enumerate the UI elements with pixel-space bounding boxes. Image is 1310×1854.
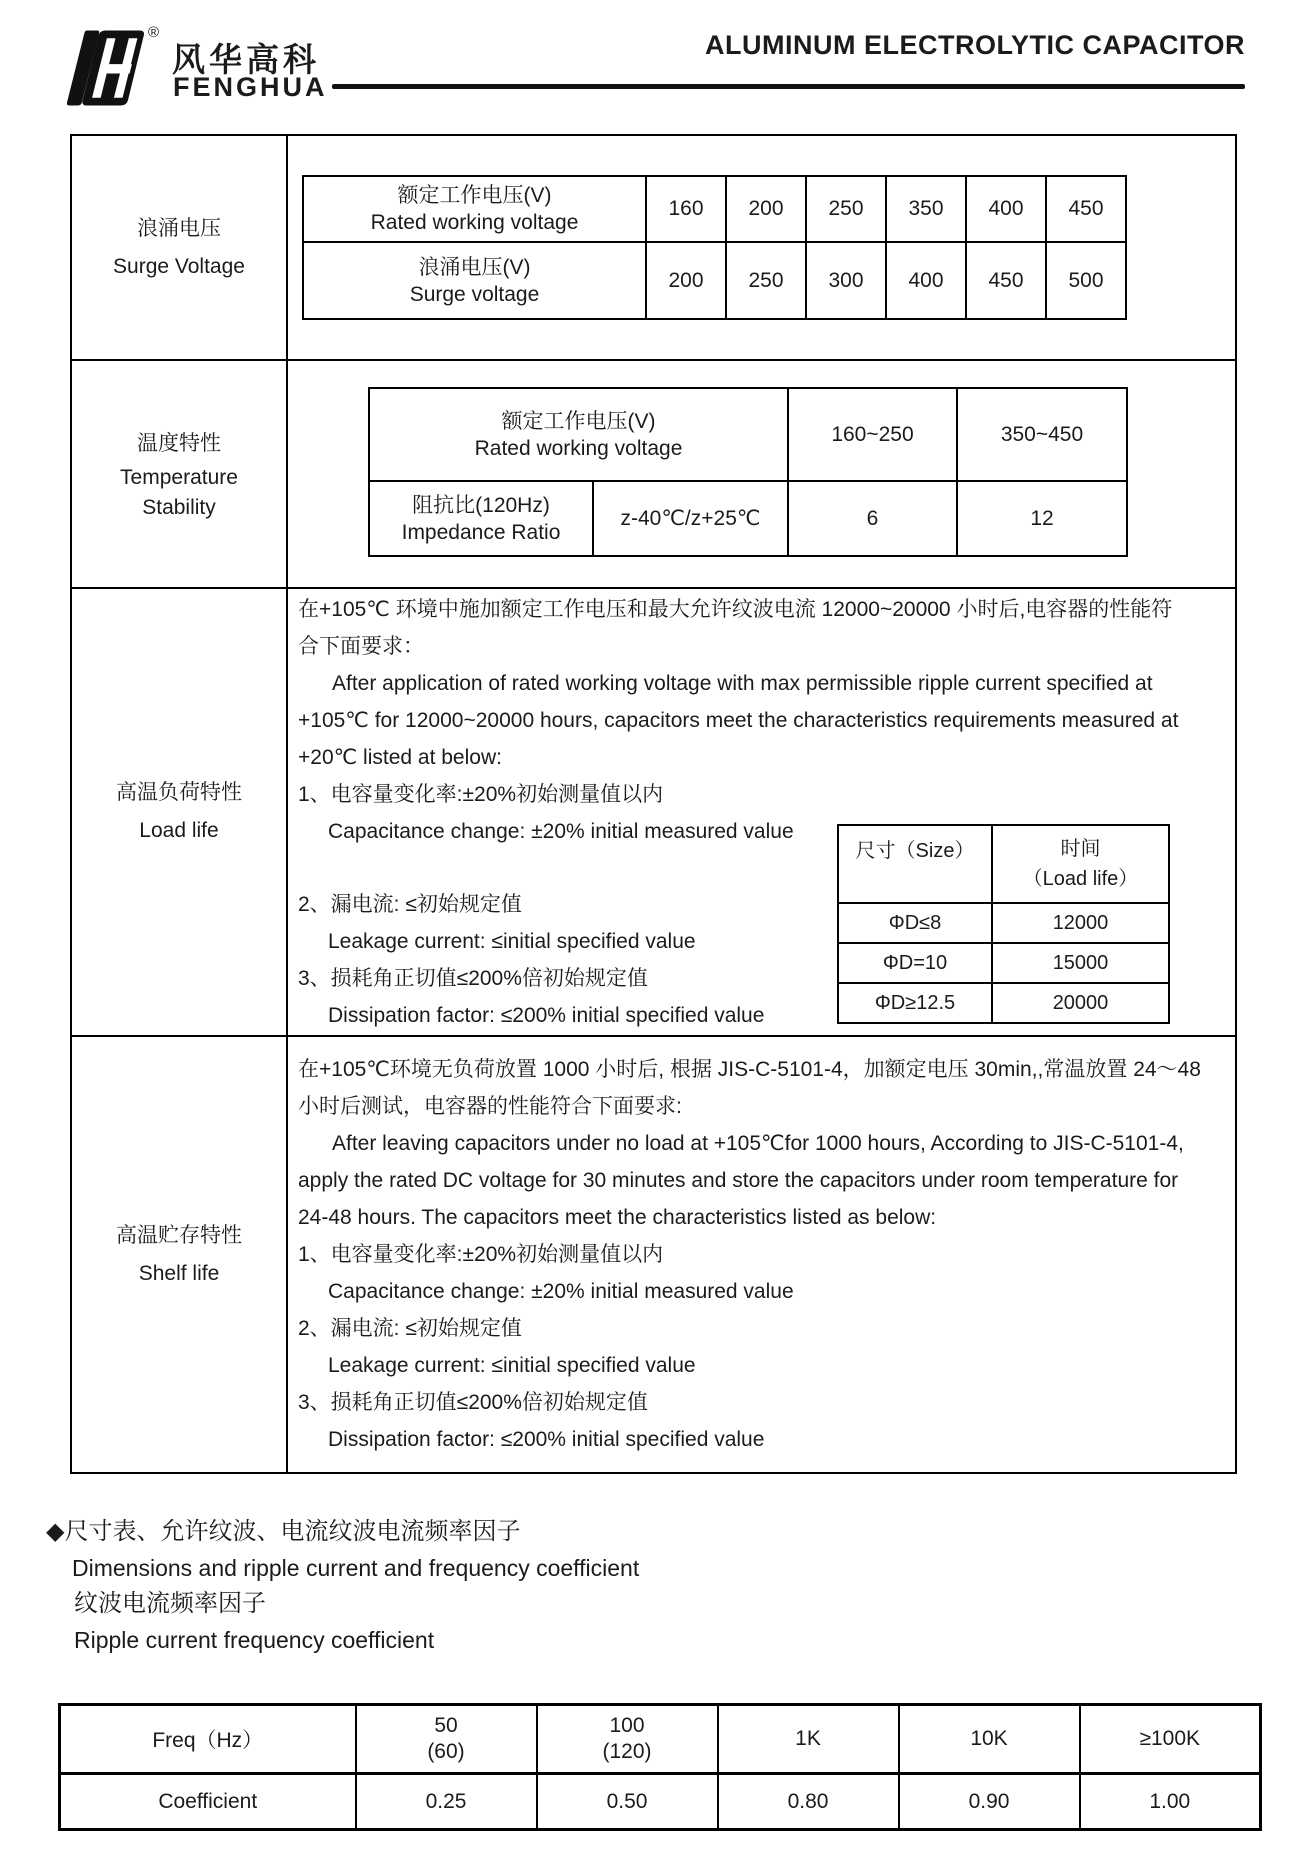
freq-header-label: Freq（Hz） <box>60 1705 356 1774</box>
impedance-ratio-header-cn: 阻抗比(120Hz) <box>412 493 550 517</box>
section-heading-cn1 <box>46 1513 639 1551</box>
load-life-line: Capacitance change: ±20% initial measured value <box>328 820 794 843</box>
rated-voltage-row <box>303 176 1126 242</box>
load-life-line: Leakage current: ≤initial specified value <box>328 930 696 953</box>
temperature-label-cn: 温度特性 <box>137 432 221 455</box>
registered-trademark-icon: ® <box>148 24 160 41</box>
impedance-ratio-value: 12 <box>957 481 1127 556</box>
surge-voltage-header-cn: 浪涌电压(V) <box>418 255 531 279</box>
shelf-life-section-content <box>288 1035 1235 1472</box>
shelf-life-line: 2、漏电流: ≤初始规定值 <box>298 1317 522 1340</box>
load-life-line: Dissipation factor: ≤200% initial specified value <box>328 1004 765 1027</box>
time-header <box>992 825 1169 903</box>
load-life-line: 在+105℃ 环境中施加额定工作电压和最大允许纹波电流 12000~20000 小时后,电容器的性能符 <box>298 598 1173 621</box>
temperature-voltage-header-en: Rated working voltage <box>474 436 683 460</box>
shelf-life-line: apply the rated DC voltage for 30 minutes and store the capacitors under room temperature for <box>298 1169 1179 1192</box>
size-lifetime-header-row <box>838 825 1169 903</box>
rated-voltage-value: 450 <box>1046 176 1126 242</box>
size-value: ΦD≥12.5 <box>838 983 992 1023</box>
load-life-line: 3、损耗角正切值≤200%倍初始规定值 <box>298 967 648 990</box>
surge-voltage-value: 300 <box>806 242 886 319</box>
surge-section-label <box>72 136 288 359</box>
diamond-icon: ◆ <box>46 1518 65 1545</box>
rated-voltage-value: 160 <box>646 176 726 242</box>
rated-voltage-value: 400 <box>966 176 1046 242</box>
section-heading-cn1-text: 尺寸表、允许纹波、电流纹波电流频率因子 <box>64 1518 521 1545</box>
time-header-en: （Load life） <box>1022 868 1139 890</box>
rated-voltage-header-cn: 额定工作电压(V) <box>397 184 552 207</box>
freq-value: 10K <box>899 1705 1080 1774</box>
rated-voltage-header <box>303 176 646 242</box>
size-lifetime-row <box>838 983 1169 1023</box>
shelf-life-line: 24-48 hours. The capacitors meet the characteristics listed as below: <box>298 1206 937 1229</box>
spec-table <box>70 134 1237 1474</box>
temperature-section-content <box>288 359 1235 587</box>
size-lifetime-row <box>838 903 1169 943</box>
time-value: 15000 <box>992 943 1169 983</box>
impedance-ratio-header <box>369 481 593 556</box>
surge-voltage-value: 500 <box>1046 242 1126 319</box>
freq-sub: (60) <box>427 1740 465 1763</box>
surge-voltage-row <box>303 242 1126 319</box>
surge-label-cn: 浪涌电压 <box>137 216 221 240</box>
header-rule <box>332 84 1245 89</box>
surge-voltage-value: 200 <box>646 242 726 319</box>
size-header: 尺寸（Size） <box>838 825 992 903</box>
coefficient-value: 0.80 <box>718 1774 899 1830</box>
section-heading <box>46 1513 639 1659</box>
shelf-life-line: Dissipation factor: ≤200% initial specified value <box>328 1428 765 1451</box>
fenghua-logo-icon <box>60 28 146 108</box>
time-value: 20000 <box>992 983 1169 1023</box>
freq-value: ≥100K <box>1080 1705 1261 1774</box>
freq-coefficient-table <box>58 1703 1262 1831</box>
freq-value <box>356 1705 537 1774</box>
load-life-section-content <box>288 587 1235 1035</box>
freq-header-row <box>60 1705 1261 1774</box>
time-header-cn: 时间 <box>1060 838 1101 860</box>
surge-voltage-header-en: Surge voltage <box>409 282 540 306</box>
load-life-line: After application of rated working voltage with max permissible ripple current specified at <box>332 672 1153 695</box>
size-value: ΦD≤8 <box>838 903 992 943</box>
impedance-ratio-value: 6 <box>788 481 957 556</box>
temperature-section-label <box>72 359 288 587</box>
voltage-range-value: 350~450 <box>957 388 1127 481</box>
shelf-life-line: 1、电容量变化率:±20%初始测量值以内 <box>298 1243 664 1266</box>
surge-label-en: Surge Voltage <box>113 254 245 278</box>
surge-voltage-value: 250 <box>726 242 806 319</box>
temperature-voltage-header-cn: 额定工作电压(V) <box>501 409 656 433</box>
shelf-life-section-label <box>72 1035 288 1472</box>
freq-value: 1K <box>718 1705 899 1774</box>
shelf-life-line: Capacitance change: ±20% initial measured value <box>328 1280 794 1303</box>
freq-sub: (120) <box>602 1740 652 1763</box>
freq-value <box>537 1705 718 1774</box>
load-life-line: 2、漏电流: ≤初始规定值 <box>298 893 522 916</box>
shelf-life-line: Leakage current: ≤initial specified value <box>328 1354 696 1377</box>
temperature-label-en1: Temperature <box>120 466 238 489</box>
load-life-line: 合下面要求： <box>298 635 424 658</box>
time-value: 12000 <box>992 903 1169 943</box>
load-life-label-cn: 高温负荷特性 <box>116 781 242 804</box>
coefficient-row <box>60 1774 1261 1830</box>
load-life-line: 1、电容量变化率:±20%初始测量值以内 <box>298 783 664 806</box>
freq-main: 50 <box>434 1714 458 1737</box>
surge-voltage-header <box>303 242 646 319</box>
surge-voltage-value: 450 <box>966 242 1046 319</box>
freq-main: 100 <box>609 1714 645 1737</box>
temperature-label-en2: Stability <box>142 496 216 519</box>
shelf-life-label-en: Shelf life <box>138 1261 220 1285</box>
logo-title-en: FENGHUA <box>173 72 328 102</box>
section-heading-en2: Ripple current frequency coefficient <box>74 1627 435 1653</box>
voltage-range-value: 160~250 <box>788 388 957 481</box>
logo-title-cn: 风华高科 <box>172 41 320 78</box>
coefficient-value: 0.50 <box>537 1774 718 1830</box>
temperature-voltage-row <box>369 388 1127 481</box>
load-life-label-en: Load life <box>139 819 219 842</box>
shelf-life-line: 3、损耗角正切值≤200%倍初始规定值 <box>298 1391 648 1414</box>
coefficient-value: 0.25 <box>356 1774 537 1830</box>
section-heading-en1: Dimensions and ripple current and frequency coefficient <box>72 1555 640 1581</box>
temperature-voltage-header <box>369 388 788 481</box>
shelf-life-line: After leaving capacitors under no load at +105℃for 1000 hours, According to JIS-C-5101-4, <box>332 1132 1184 1155</box>
impedance-ratio-header-en: Impedance Ratio <box>401 520 561 544</box>
coefficient-value: 0.90 <box>899 1774 1080 1830</box>
size-value: ΦD=10 <box>838 943 992 983</box>
coefficient-value: 1.00 <box>1080 1774 1261 1830</box>
rated-voltage-value: 200 <box>726 176 806 242</box>
temperature-table <box>368 387 1128 557</box>
surge-voltage-value: 400 <box>886 242 966 319</box>
rated-voltage-header-en: Rated working voltage <box>370 211 579 234</box>
size-lifetime-table <box>837 824 1170 1024</box>
load-life-line: +105℃ for 12000~20000 hours, capacitors meet the characteristics requirements measured at <box>298 709 1179 732</box>
surge-voltage-table <box>302 175 1127 320</box>
rated-voltage-value: 250 <box>806 176 886 242</box>
page-title: ALUMINUM ELECTROLYTIC CAPACITOR <box>705 30 1245 60</box>
section-heading-cn2: 纹波电流频率因子 <box>74 1590 266 1617</box>
coefficient-row-label: Coefficient <box>60 1774 356 1830</box>
impedance-ratio-row <box>369 481 1127 556</box>
surge-section-content <box>288 136 1235 359</box>
load-life-line: +20℃ listed at below: <box>298 746 502 769</box>
shelf-life-line: 小时后测试，电容器的性能符合下面要求: <box>298 1095 682 1118</box>
rated-voltage-value: 350 <box>886 176 966 242</box>
load-life-section-label <box>72 587 288 1035</box>
size-lifetime-row <box>838 943 1169 983</box>
shelf-life-label-cn: 高温贮存特性 <box>116 1223 242 1247</box>
shelf-life-line: 在+105℃环境无负荷放置 1000 小时后, 根据 JIS-C-5101-4，加额定电压 30min,,常温放置 24～48 <box>298 1058 1201 1081</box>
impedance-condition: z-40℃/z+25℃ <box>593 481 788 556</box>
